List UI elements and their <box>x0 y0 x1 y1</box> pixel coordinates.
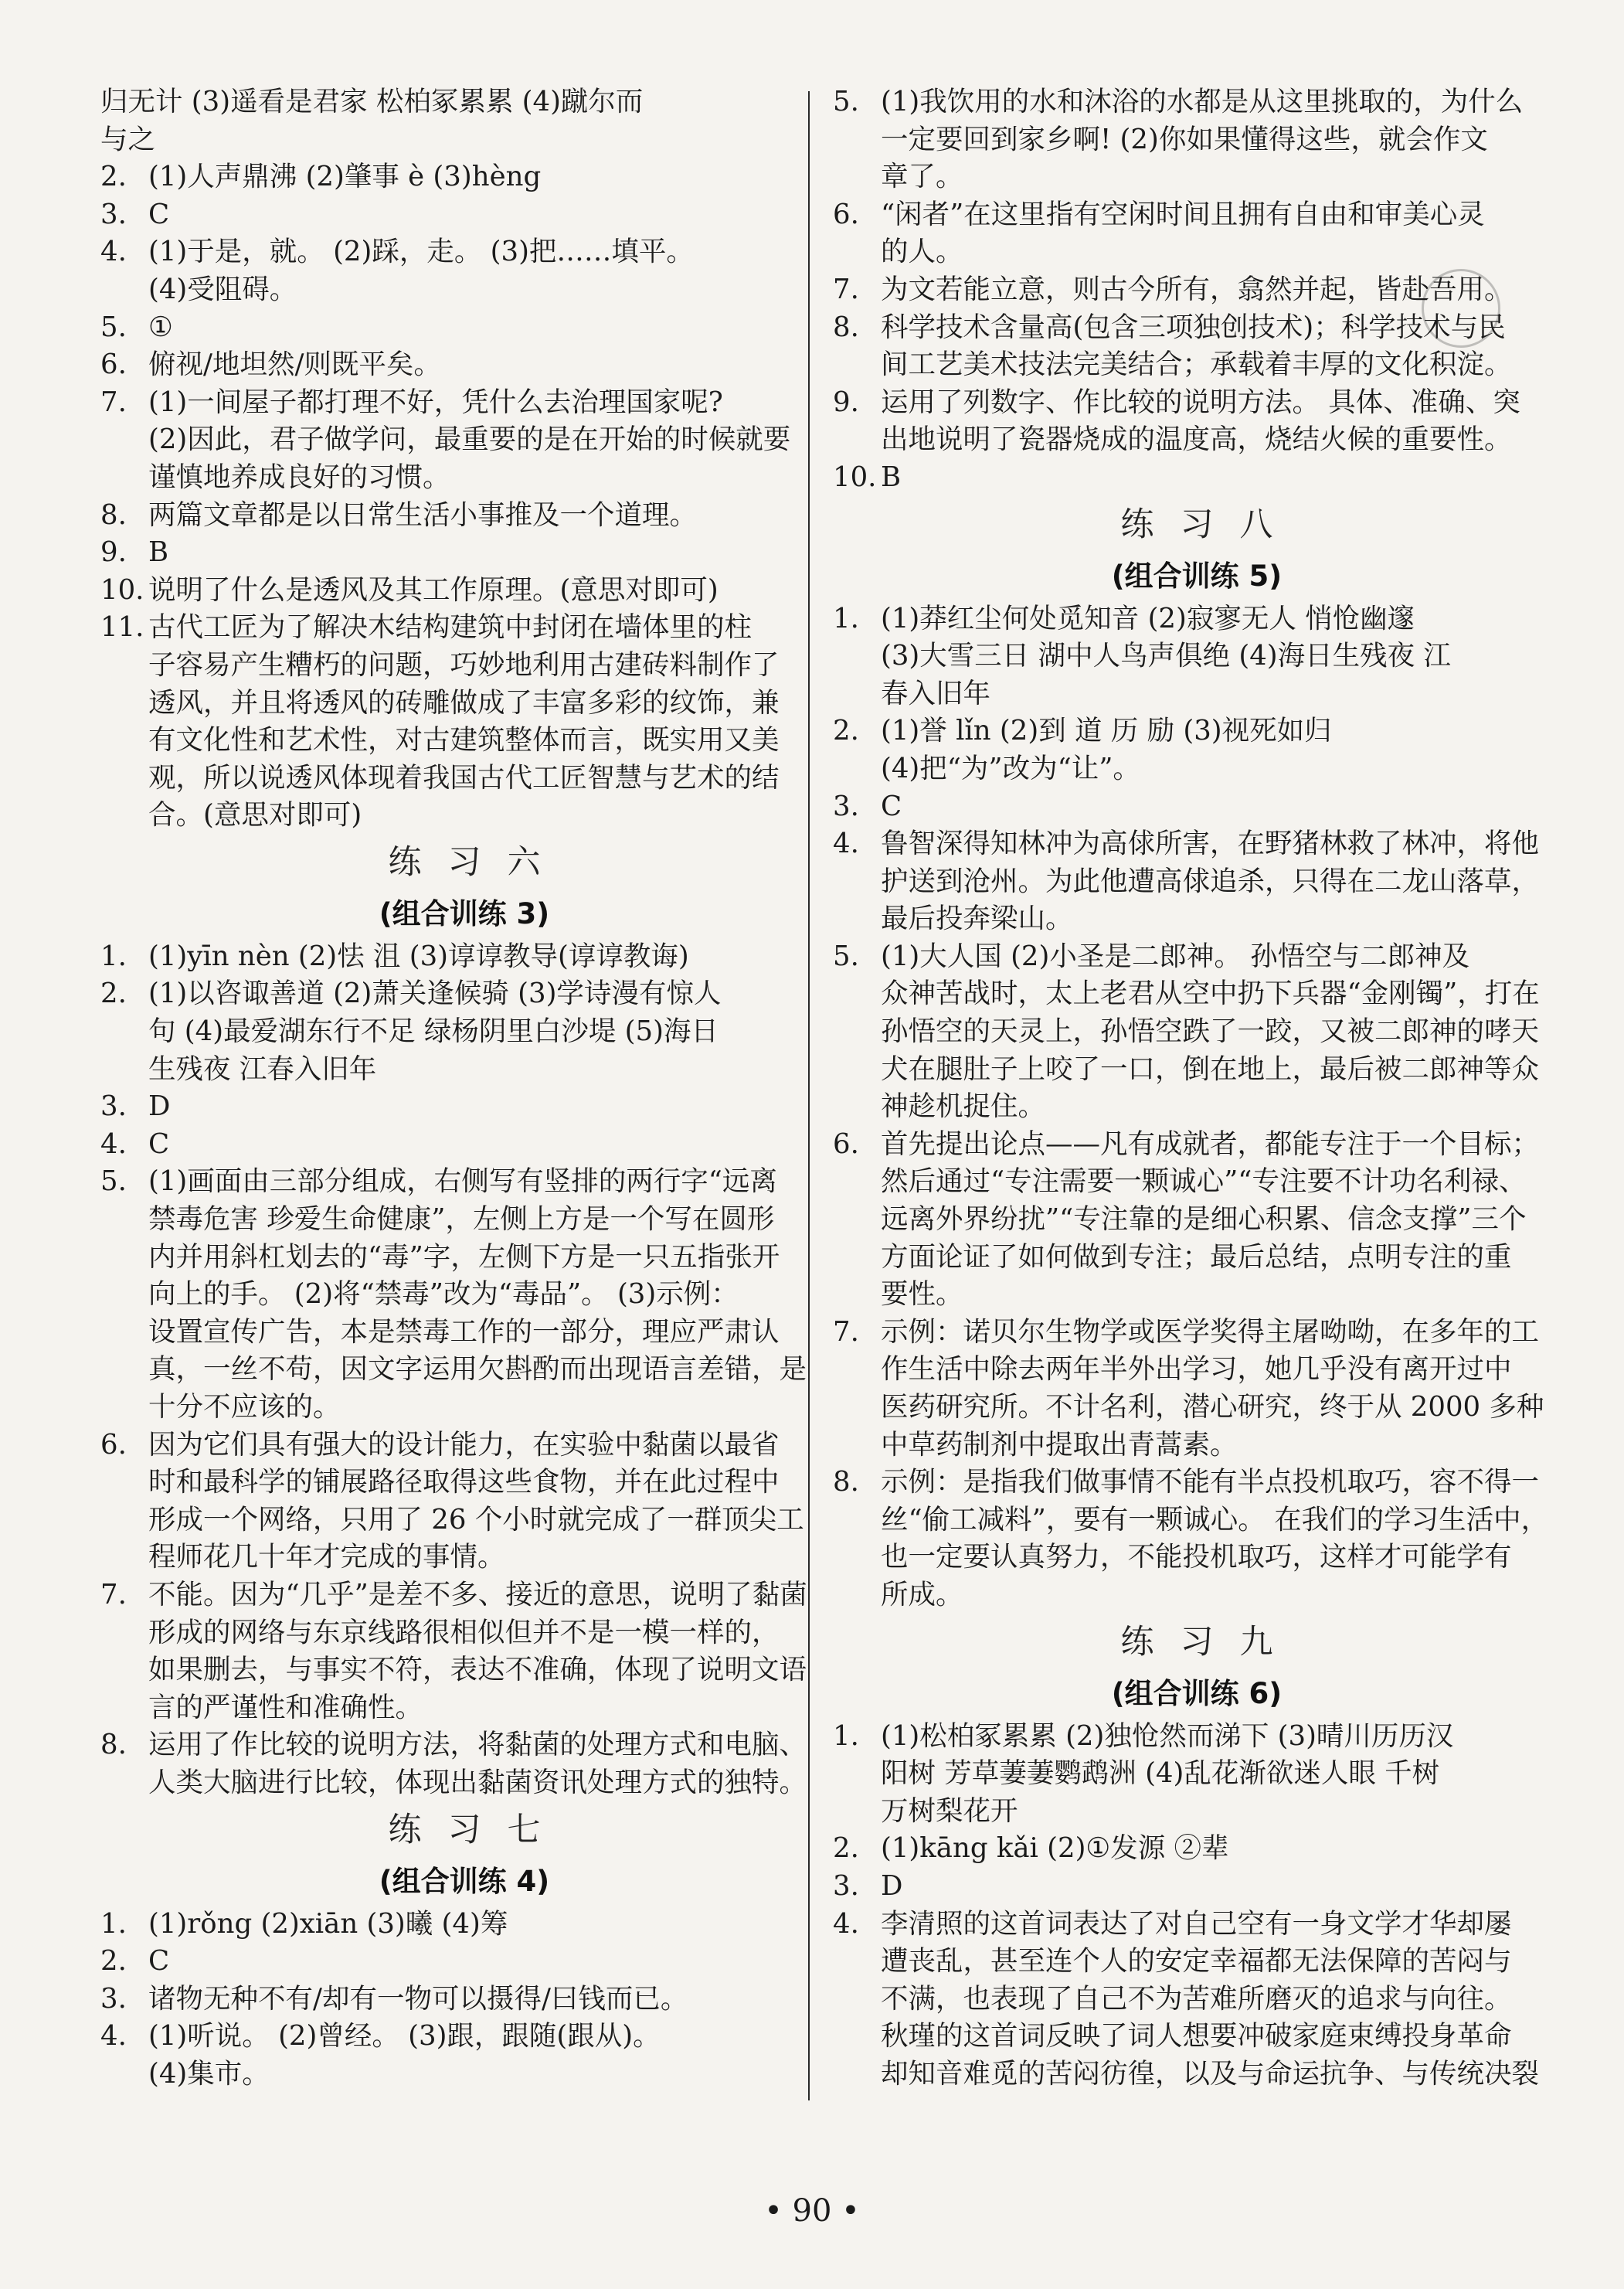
answer-line: 向上的手。 (2)将“禁毒”改为“毒品”。 (3)示例： <box>148 1278 739 1311</box>
answer-line: 李清照的这首词表达了对自己空有一身文学才华却屡 <box>881 1907 1512 1940</box>
answer-line: 要性。 <box>881 1278 963 1311</box>
answer-item <box>833 1718 1561 1831</box>
answer-line: 众神苦战时，太上老君从空中扔下兵器“金刚镯”，打在 <box>881 978 1540 1010</box>
answer-line: 示例：诺贝尔生物学或医学奖得主屠呦呦，在多年的工 <box>881 1315 1540 1348</box>
answer-item <box>100 1981 828 2019</box>
answer-line: 护送到沧州。为此他遭高俅追杀，只得在二龙山落草， <box>881 865 1540 897</box>
answer-item <box>100 1163 828 1426</box>
answer-line: C <box>148 1127 170 1160</box>
answer-item <box>833 1314 1561 1464</box>
answer-number: 10. <box>100 573 144 606</box>
answer-line: 子容易产生糟朽的问题，巧妙地利用古建砖料制作了 <box>148 648 780 681</box>
answer-line: 为文若能立意，则古今所有，翕然并起，皆赴吾用。 <box>881 273 1512 305</box>
answer-line: 与之 <box>100 123 156 155</box>
answer-item <box>100 1088 828 1126</box>
answer-line: C <box>148 198 170 230</box>
answer-item <box>100 1126 828 1164</box>
answer-line: 不能。因为“几乎”是差不多、接近的意思，说明了黏菌 <box>148 1578 807 1610</box>
answer-line: 禁毒危害 珍爱生命健康”，左侧上方是一个写在圆形 <box>148 1203 775 1236</box>
answer-line: (1)人声鼎沸 (2)肇事 è (3)hèng <box>148 161 542 193</box>
answer-number: 8. <box>833 1466 859 1498</box>
answer-number: 8. <box>833 311 859 343</box>
answer-line: 不满，也表现了自己不为苦难所磨灭的追求与向往。 <box>881 1982 1512 2015</box>
answer-line: (1)kāng kǎi (2)①发源 ②辈 <box>881 1832 1229 1865</box>
answer-line: 犬在腿肚子上咬了一口，倒在地上，最后被二郎神等众 <box>881 1053 1540 1085</box>
answer-line: 孙悟空的天灵上，孙悟空跌了一跤，又被二郎神的哮天 <box>881 1015 1540 1048</box>
answer-number: 5. <box>833 940 859 972</box>
answer-item <box>100 196 828 234</box>
answer-line: 十分不应该的。 <box>148 1391 341 1423</box>
answer-line: 两篇文章都是以日常生活小事推及一个道理。 <box>148 498 698 531</box>
answer-number: 3. <box>100 198 127 230</box>
answer-item <box>833 1126 1561 1314</box>
exercise-8-subtitle: (组合训练 5) <box>1111 559 1283 593</box>
answer-line: C <box>881 790 902 822</box>
answer-line: 的人。 <box>881 236 963 268</box>
answer-number: 1. <box>833 1719 859 1752</box>
answer-line: 诸物无种不有/却有一物可以摄得/曰钱而已。 <box>148 1982 688 2015</box>
exercise-8-answers <box>833 600 1561 1614</box>
answer-line: “闲者”在这里指有空闲时间且拥有自由和审美心灵 <box>881 198 1485 230</box>
answer-item <box>100 158 828 196</box>
answer-line: 形成的网络与东京线路很相似但并不是一模一样的， <box>148 1616 780 1648</box>
answer-line: 谨慎地养成良好的习惯。 <box>148 461 450 493</box>
answer-number: 8. <box>100 1729 127 1761</box>
answer-line: 生残夜 江春入旧年 <box>148 1053 377 1085</box>
exercise-9-answers <box>833 1718 1561 2093</box>
answer-line: (1)yīn nèn (2)怯 沮 (3)谆谆教导(谆谆教诲) <box>148 940 689 972</box>
answer-line: (1)听说。 (2)曾经。 (3)跟，跟随(跟从)。 <box>148 2020 661 2053</box>
answer-line: (4)受阻碍。 <box>148 273 297 305</box>
answer-line: 说明了什么是透风及其工作原理。(意思对即可) <box>148 573 719 606</box>
answer-line: 方面论证了如何做到专注；最后总结，点明专注的重 <box>881 1240 1512 1273</box>
answer-number: 6. <box>100 349 127 381</box>
answer-line: D <box>148 1090 171 1123</box>
answer-line: 间工艺美术技法完美结合；承载着丰厚的文化积淀。 <box>881 349 1512 381</box>
answer-item <box>833 196 1561 271</box>
answer-line: 有文化性和艺术性，对古建筑整体而言，既实用又美 <box>148 724 780 757</box>
answer-number: 2. <box>100 978 127 1010</box>
answer-item <box>100 1943 828 1981</box>
answer-number: 6. <box>833 1127 859 1160</box>
left-top-answers <box>100 83 828 835</box>
answer-number: 3. <box>100 1982 127 2015</box>
answer-number: 8. <box>100 498 127 531</box>
answer-line: 合。(意思对即可) <box>148 799 362 832</box>
answer-number: 1. <box>833 602 859 634</box>
answer-item <box>100 1726 828 1801</box>
answer-item <box>833 384 1561 459</box>
answer-line: (4)集市。 <box>148 2057 270 2090</box>
answer-item <box>833 788 1561 826</box>
answer-line: 章了。 <box>881 161 963 193</box>
answer-line: 设置宣传广告，本是禁毒工作的一部分，理应严肃认 <box>148 1315 780 1348</box>
answer-line: 透风，并且将透风的砖雕做成了丰富多彩的纹饰，兼 <box>148 686 780 719</box>
answer-item <box>833 713 1561 787</box>
answer-line: 时和最科学的铺展路径取得这些食物，并在此过程中 <box>148 1466 780 1498</box>
answer-number: 2. <box>833 715 859 747</box>
exercise-6-subtitle: (组合训练 3) <box>379 896 550 930</box>
page-number: • 90 • <box>764 2193 860 2229</box>
answer-line: 阳树 芳草萋萋鹦鹉洲 (4)乱花渐欲迷人眼 千树 <box>881 1757 1440 1790</box>
exercise-6-title: 练习六 <box>388 842 567 882</box>
answer-line: (1)画面由三部分组成，右侧写有竖排的两行字“远离 <box>148 1165 777 1198</box>
answer-number: 11. <box>100 611 144 644</box>
answer-line: 示例：是指我们做事情不能有半点投机取巧，容不得一 <box>881 1466 1540 1498</box>
answer-item <box>100 975 828 1088</box>
answer-line: 人类大脑进行比较，体现出黏菌资讯处理方式的独特。 <box>148 1766 807 1798</box>
answer-number: 5. <box>833 86 859 117</box>
answer-item <box>833 83 1561 196</box>
answer-item <box>100 1427 828 1576</box>
answer-line: (1)誉 lǐn (2)到 道 历 励 (3)视死如归 <box>881 715 1332 747</box>
answer-line: B <box>881 461 902 493</box>
exercise-8-title: 练习八 <box>1120 505 1300 544</box>
answer-line: 俯视/地坦然/则既平矣。 <box>148 349 441 381</box>
answer-line: (2)因此，君子做学问，最重要的是在开始的时候就要 <box>148 423 791 456</box>
answer-item <box>100 2018 828 2093</box>
answer-item <box>100 233 828 308</box>
answer-line: (1)莽红尘何处觅知音 (2)寂寥无人 悄怆幽邃 <box>881 602 1415 634</box>
answer-number: 3. <box>833 1869 859 1902</box>
answer-number: 7. <box>833 1315 859 1348</box>
answer-number: 7. <box>833 273 859 305</box>
answer-line: 所成。 <box>881 1578 963 1610</box>
answer-item <box>100 1576 828 1726</box>
answer-item <box>100 497 828 535</box>
answer-line: 古代工匠为了解决木结构建筑中封闭在墙体里的柱 <box>148 611 753 644</box>
answer-line: 却知音难觅的苦闷彷徨，以及与命运抗争、与传统决裂 <box>881 2057 1540 2090</box>
right-top-answers <box>833 83 1561 497</box>
answer-line: 如果删去，与事实不符，表达不准确，体现了说明文语 <box>148 1654 807 1686</box>
answer-item <box>833 1464 1561 1614</box>
answer-item <box>833 459 1561 497</box>
right-column <box>833 83 1561 2093</box>
answer-line: 丝“偷工减料”，要有一颗诚心。 在我们的学习生活中， <box>881 1503 1549 1536</box>
answer-line: 内并用斜杠划去的“毒”字，左侧下方是一只五指张开 <box>148 1240 780 1273</box>
answer-line: 出地说明了瓷器烧成的温度高，烧结火候的重要性。 <box>881 423 1512 456</box>
answer-number: 9. <box>100 536 127 569</box>
answer-line: 运用了作比较的说明方法，将黏菌的处理方式和电脑、 <box>148 1729 807 1761</box>
answer-number: 7. <box>100 1578 127 1610</box>
answer-line: 因为它们具有强大的设计能力，在实验中黏菌以最省 <box>148 1428 780 1461</box>
answer-item <box>833 1906 1561 2019</box>
answer-line: D <box>881 1869 903 1902</box>
answer-line: 神趁机捉住。 <box>881 1090 1046 1123</box>
answer-line: 运用了列数字、作比较的说明方法。 具体、准确、突 <box>881 386 1520 418</box>
answer-line: 秋瑾的这首词反映了词人想要冲破家庭束缚投身革命 <box>881 2020 1512 2053</box>
answer-line: 首先提出论点——凡有成就者，都能专注于一个目标； <box>881 1127 1540 1160</box>
answer-line: 形成一个网络，只用了 26 个小时就完成了一群顶尖工 <box>148 1503 804 1536</box>
answer-number: 2. <box>100 161 127 193</box>
answer-number: 6. <box>100 1428 127 1461</box>
answer-line: 春入旧年 <box>881 677 991 709</box>
answer-line: (3)大雪三日 湖中人鸟声俱绝 (4)海日生残夜 江 <box>881 640 1451 672</box>
exercise-7-title: 练习七 <box>388 1810 567 1849</box>
exercise-9-title: 练习九 <box>1120 1622 1300 1661</box>
answer-line: 句 (4)最爱湖东行不足 绿杨阴里白沙堤 (5)海日 <box>148 1015 719 1048</box>
answer-line: 观，所以说透风体现着我国古代工匠智慧与艺术的结 <box>148 761 780 794</box>
answer-line: 言的严谨性和准确性。 <box>148 1691 423 1723</box>
answer-item <box>833 271 1561 309</box>
answer-line: 遭丧乱，甚至连个人的安定幸福都无法保障的苦闷与 <box>881 1945 1512 1978</box>
answer-line: 科学技术含量高(包含三项独创技术)；科学技术与民 <box>881 311 1506 343</box>
answer-item <box>100 1906 828 1944</box>
answer-number: 5. <box>100 1165 127 1198</box>
answer-number: 1. <box>100 940 127 972</box>
answer-item <box>833 938 1561 1126</box>
answer-line: 然后通过“专注需要一颗诚心”“专注要不计功名利禄、 <box>881 1165 1527 1198</box>
answer-line: (1)于是，就。 (2)踩，走。 (3)把……填平。 <box>148 236 694 268</box>
answer-item <box>100 83 828 158</box>
answer-number: 4. <box>100 1127 127 1160</box>
answer-line: (1)我饮用的水和沐浴的水都是从这里挑取的，为什么 <box>881 86 1524 117</box>
answer-line: 真，一丝不苟，因文字运用欠斟酌而出现语言差错，是 <box>148 1353 807 1386</box>
answer-item <box>100 534 828 572</box>
answer-line: 最后投奔梁山。 <box>881 903 1073 935</box>
answer-line: 程师花几十年才完成的事情。 <box>148 1541 505 1573</box>
answer-item <box>100 309 828 347</box>
answer-item <box>100 346 828 384</box>
exercise-6-answers <box>100 938 828 1802</box>
answer-line: (1)rǒng (2)xiān (3)曦 (4)筹 <box>148 1907 508 1940</box>
answer-number: 7. <box>100 386 127 418</box>
answer-item <box>833 600 1561 713</box>
answer-item <box>833 2018 1561 2093</box>
answer-line: 也一定要认真努力，不能投机取巧，这样才可能学有 <box>881 1541 1512 1573</box>
answer-item <box>100 384 828 497</box>
answer-line: 远离外界纷扰”“专注靠的是细心积累、信念支撑”三个 <box>881 1203 1527 1236</box>
answer-item <box>100 572 828 610</box>
answer-line: (4)把“为”改为“让”。 <box>881 752 1140 784</box>
answer-line: 鲁智深得知林冲为高俅所害，在野猪林救了林冲，将他 <box>881 828 1540 860</box>
answer-line: B <box>148 536 169 569</box>
answer-item <box>833 309 1561 384</box>
answer-line: ① <box>148 311 173 343</box>
answer-item <box>833 825 1561 938</box>
answer-line: (1)以咨诹善道 (2)萧关逢候骑 (3)学诗漫有惊人 <box>148 978 722 1010</box>
answer-number: 2. <box>100 1945 127 1978</box>
answer-line: (1)一间屋子都打理不好，凭什么去治理国家呢? <box>148 386 723 418</box>
answer-line: 医药研究所。不计名利，潜心研究，终于从 2000 多种 <box>881 1391 1544 1423</box>
exercise-7-subtitle: (组合训练 4) <box>379 1864 550 1898</box>
answer-number: 4. <box>100 236 127 268</box>
answer-line: (1)大人国 (2)小圣是二郎神。 孙悟空与二郎神及 <box>881 940 1470 972</box>
left-column <box>100 83 828 2093</box>
answer-line: 归无计 (3)遥看是君家 松柏冢累累 (4)蹴尔而 <box>100 86 644 117</box>
answer-number: 6. <box>833 198 859 230</box>
answer-line: C <box>148 1945 170 1978</box>
answer-number: 4. <box>833 828 859 860</box>
answer-item <box>833 1830 1561 1868</box>
answer-number: 3. <box>100 1090 127 1123</box>
answer-number: 4. <box>100 2020 127 2053</box>
exercise-7-answers <box>100 1906 828 2093</box>
answer-number: 2. <box>833 1832 859 1865</box>
answer-line: 万树梨花开 <box>881 1794 1018 1827</box>
answer-number: 10. <box>833 461 877 493</box>
answer-line: 一定要回到家乡啊! (2)你如果懂得这些，就会作文 <box>881 123 1488 155</box>
answer-line: (1)松柏冢累累 (2)独怆然而涕下 (3)晴川历历汉 <box>881 1719 1454 1752</box>
answer-number: 5. <box>100 311 127 343</box>
answer-item <box>100 609 828 835</box>
answer-line: 中草药制剂中提取出青蒿素。 <box>881 1428 1238 1461</box>
answer-item <box>100 938 828 976</box>
answer-number: 9. <box>833 386 859 418</box>
answer-number: 3. <box>833 790 859 822</box>
answer-number: 4. <box>833 1907 859 1940</box>
answer-item <box>833 1868 1561 1906</box>
answer-number: 1. <box>100 1907 127 1940</box>
answer-line: 作生活中除去两年半外出学习，她几乎没有离开过中 <box>881 1353 1512 1386</box>
exercise-9-subtitle: (组合训练 6) <box>1111 1676 1283 1710</box>
